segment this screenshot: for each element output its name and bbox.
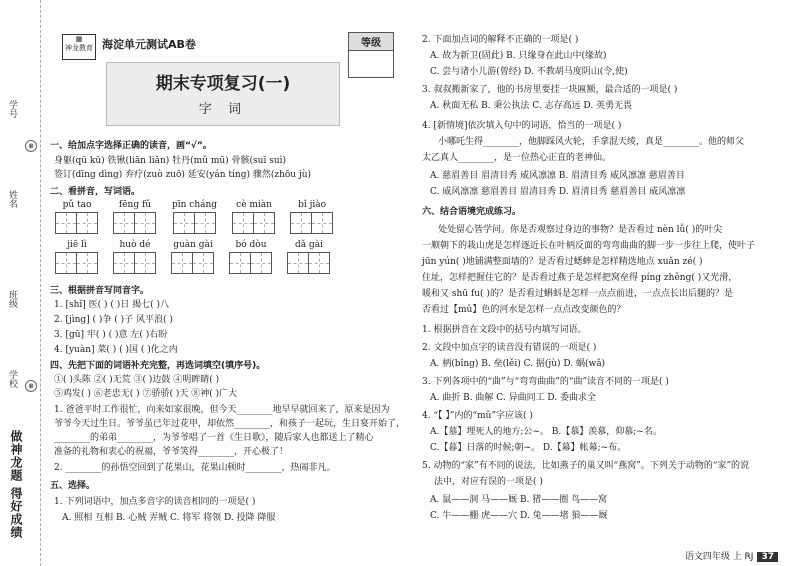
grade-box: 等级 [348,32,394,78]
option: A. 秋面无私 B. 秉公执法 C. 志存高远 D. 英勇无畏 [430,101,633,111]
sec6-title: 六、结合语境完成练习。 [422,207,522,217]
motto: 做神龙题 得好成绩 [9,430,23,540]
sec4-row: ①( )头陈 ②( )无荒 ③( )边鼓 ④明眸睛( ) [54,375,220,385]
option: C. 威风凛凛 慈眉善目 眉清目秀 D. 眉清目秀 慈眉善目 威风凛凛 [430,187,686,197]
option: A. 柄(bǐng) B. 垒(lěi) C. 据(jù) D. 蜗(wǎ) [430,359,606,369]
option: C.【暮】日落的时候;朝~。 D.【幕】帐幕;~布。 [430,443,627,453]
sec4-text: 2. ________的孙悟空回到了花果山，花果山顿时________，热闹非凡。 [54,463,336,473]
sec4-text: ________的弟弟________，为爷爷唱了一首《生日歌》，随后家人也都送上了精心 [54,433,374,443]
question: 4. “【 】”内的“mǔ”字应该( ) [422,411,533,421]
option: C. 尝与诸小儿游(曾经) D. 不教胡马度阴山(令,使) [430,67,628,77]
brand: 海淀单元测试AB卷 [102,38,196,51]
sec3-row: 2. [jìng] ( )争 ( )子 风平浪( ) [54,315,173,325]
class-label: 班级 [7,290,17,308]
header [54,32,394,132]
pinyin-grid-row: pǔ tao fēng fǔ pīn cháng cè miàn bǐ jiào [56,200,333,234]
binding-hole-icon: ⊗ [25,380,37,392]
sec3-title: 三、根据拼音写同音字。 [50,286,150,296]
school-label: 学校 [7,370,17,388]
option: A.【墓】埋死人的地方;公~。 B.【慕】羡慕，仰慕;~名。 [430,427,662,437]
passage: 一顺朝下的栽山虎是怎样逐近长在叶柄反面的弯弯曲曲的脚一步一步往上爬，使叶子 [422,241,756,251]
sec4-title: 四、先把下面的词语补充完整，再选词填空(填序号)。 [50,361,266,371]
pinyin-grid-row: jiē lì huò dé guàn gài bó dòu dǎ gài [56,240,330,274]
sec1-title: 一、给加点字选择正确的读音，画“√”。 [50,141,212,151]
question: 法中，对应有误的一项是( ) [434,477,543,487]
passage: 住址，怎样把握住它的？是否看过燕子是怎样把窝垒得 píng zhěng( )又光滑， [422,273,738,283]
question: 4. [新情境]依次填入句中的词语，恰当的一项是( ) [422,121,622,131]
sec3-row: 1. [shǐ] 医( ) ( )日 揭七( )八 [54,300,169,310]
sec4-text: 爷爷今天过生日。爷爷虽已年过花甲，却依然________，和孩子一起玩，生日宴开始了， [54,419,406,429]
page-footer: 语文四年级 上 RJ 37 [685,549,778,562]
sec5-title: 五、选择。 [50,481,96,491]
title-box [106,62,340,126]
logo: ▦ 神龙教育 [62,34,96,60]
question: 3. 下列各项中的“曲”与“弯弯曲曲”的“曲”读音不同的一项是( ) [422,377,669,387]
option: A. 慈眉善目 眉清目秀 威风凛凛 B. 眉清目秀 威风凛凛 慈眉善目 [430,171,685,181]
sec4-row: ⑤鸡发( ) ⑥老忠无( ) ⑦骄骄( )天 ⑧神( )广大 [54,389,238,399]
option: A. 曲折 B. 曲解 C. 异曲同工 D. 委曲求全 [430,393,597,403]
question: 1. 根据拼音在文段中的括号内填写词语。 [422,325,587,335]
binding-hole-icon: ⊗ [25,140,37,152]
page-number: 37 [757,552,778,562]
text: 小哪吒生得________，他脚踩风火轮，手拿混天绫，真是________。他的师父 [438,137,745,147]
page-subtitle: 字 词 [198,102,248,117]
passage: 否看过【mǔ】色的河水是怎样一点点改变颜色的？ [422,305,626,315]
sec1-row: 身躯(qū kū) 铁锹(liān liǎn) 牡丹(mǔ mū) 骨骸(suī suì) [54,156,287,166]
name-label: 姓名 [7,190,17,208]
sec4-text: 1. 爸爸平时工作很忙，向来如家很晚，但今天________地早早就回来了，原来是因为 [54,405,390,415]
student-id-label: 学号 [7,100,17,118]
sec2-title: 二、看拼音，写词语。 [50,187,141,197]
sec3-row: 4. [yuàn] 菜( ) ( )国 ( )化之内 [54,345,178,355]
sec3-row: 3. [gū] 牢( ) ( )意 左( )右盼 [54,330,168,340]
option: A. 故为新卫(固此) B. 只缘身在此山中(缘故) [430,51,607,61]
text: 太乙真人________，是一位热心正直的老神仙。 [422,153,612,163]
sec1-row: 签订(dīng dìng) 弃疗(zuò zuō) 延安(yán tíng) 骤然(zhōu jù) [54,170,312,180]
sec5-question: 1. 下列词语中，加点多音字的读音相同的一项是( ) [54,497,256,507]
right-column [418,0,788,566]
page-title: 期末专项复习(一) [155,74,291,94]
sec4-text: 准备的礼物和衷心的祝福，爷爷笑得________，开心极了！ [54,447,289,457]
question: 3. 叔叔搬新家了，他的书房里要挂一块匾额，最合适的一项是( ) [422,85,678,95]
passage: 暖和又 shū fu( )的？是否看过蝌蚪是怎样一点点前进，一点点长出后腿的？是 [422,289,733,299]
question: 2. 下面加点词的解释不正确的一项是( ) [422,35,579,45]
passage: 处处留心皆学问。你是否观察过身边的事物？是否看过 nèn lǚ( )的叶尖 [438,225,723,235]
sec5-options: A. 照相 互相 B. 心贼 弄贼 C. 将军 将领 D. 投降 降服 [62,513,276,523]
binding-strip [0,0,41,566]
question: 2. 文段中加点字的读音没有错误的一项是( ) [422,343,597,353]
question: 5. 动物的“家”有不同的说法，比如燕子的巢又叫“燕窝”。下列关于动物的“家”的说 [422,461,750,471]
option: C. 牛——棚 虎——穴 D. 兔——堵 狼——厩 [430,511,608,521]
left-column [46,0,404,566]
option: A. 鼠——洞 马——厩 B. 猪——圈 鸟——窝 [430,495,608,505]
passage: jūn yún( )地铺满整面墙的？是否看过蟋蟀是怎样精选地点 xuǎn zé( ) [422,257,703,267]
